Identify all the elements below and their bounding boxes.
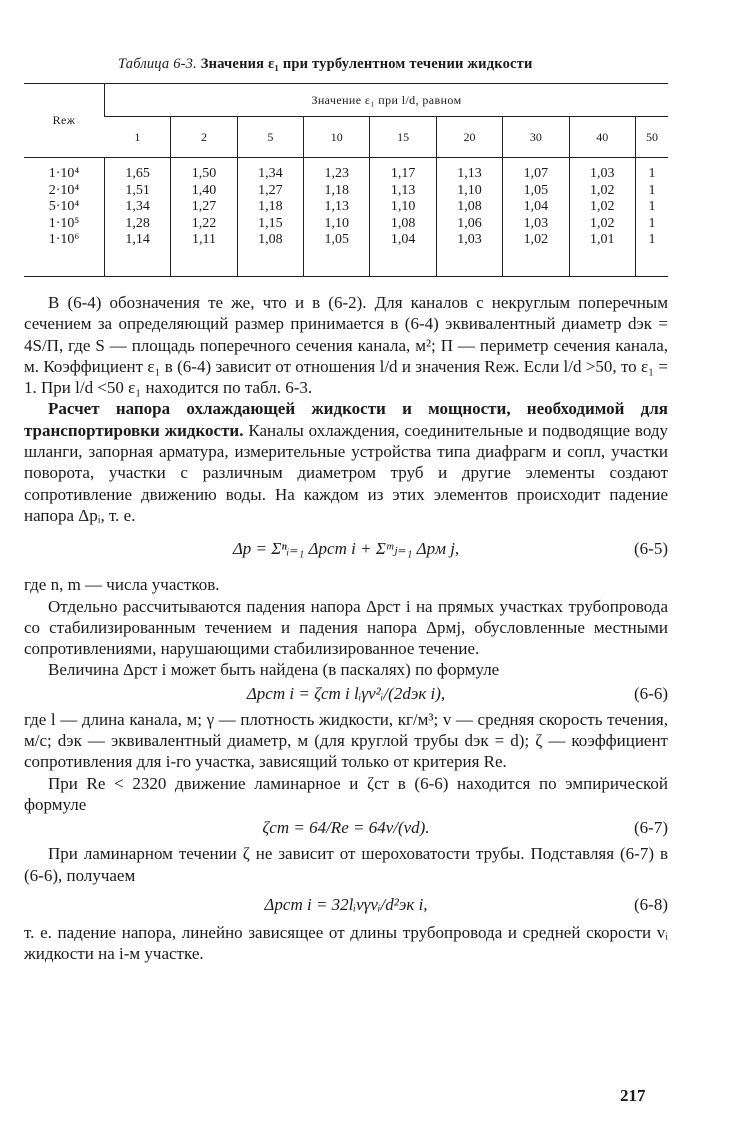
- table-row-label: 1·10⁵: [48, 215, 80, 231]
- table-cell: 1,03: [589, 166, 615, 181]
- table-caption-title: Значения ε₁ при турбулентном течении жидкости: [200, 56, 533, 72]
- formula-6-6-expr: Δpст i = ζст i lᵢγv²ᵢ/(2dэк i),: [246, 683, 446, 703]
- table-cell: 1,02: [589, 182, 615, 198]
- table-cell: 1,02: [523, 232, 549, 247]
- formula-6-5-expr: Δp = Σⁿᵢ₌₁ Δpст i + Σᵐⱼ₌₁ Δpм j,: [232, 539, 460, 559]
- formula-6-8-number: (6-8): [634, 894, 668, 914]
- table-column-header: 30: [503, 117, 569, 158]
- table-cell: 1,40: [191, 182, 217, 198]
- table-cell: 1,13: [324, 199, 349, 214]
- table-column-values: [237, 158, 303, 277]
- table-row-label: 5·10⁴: [48, 199, 80, 214]
- table-column-header: 20: [436, 117, 502, 158]
- re-values-cell: [24, 158, 105, 277]
- table-column-header: 50: [635, 117, 668, 158]
- table-row: [24, 158, 668, 277]
- table-column-headers: [24, 117, 668, 158]
- table-column-header: 5: [237, 117, 303, 158]
- paragraph-5: Величина Δpст i может быть найдена (в паскалях) по формуле: [48, 660, 500, 680]
- table-row-label: 1·10⁶: [48, 232, 80, 247]
- table-cell: 1,27: [191, 199, 217, 214]
- table-cell: 1,50: [191, 166, 217, 181]
- table-row-label: 1·10⁴: [48, 166, 80, 181]
- table-cell: 1,08: [457, 199, 482, 214]
- table-cell: 1,17: [390, 166, 416, 181]
- table-cell: 1,04: [390, 232, 416, 247]
- paragraph-3: где n, m — числа участков.: [24, 575, 220, 595]
- table-column-values: [635, 158, 668, 277]
- table-column-values: [304, 158, 370, 277]
- paragraph-1: В (6-4) обозначения те же, что и в (6-2). Для каналов с некруглым поперечным сечением за определяющий размер принимается в (6-4) эквивалентный диаметр dэк = 4S/П, где S — площадь поперечного сечения канала, м²; П — периметр сечения канала, м. Коэффициент ε₁ в (6-4) зависит от отношения l/d и значения Reж. Если l/d >50, то ε₁ = 1. При l/d <50 ε₁ находится по табл. 6-3.: [24, 293, 668, 398]
- table-cell: 1: [648, 166, 656, 181]
- table-column-values: [171, 158, 237, 277]
- paragraph-4: Отдельно рассчитываются падения напора Δpст i на прямых участках трубопровода со стабилизированным течением и падения напора Δpмj, обусловленные местными сопротивлениями, нарушающими стабилизированное течение.: [24, 596, 668, 659]
- table-column-values: [436, 158, 502, 277]
- table-column-values: [569, 158, 635, 277]
- table-column-header: 15: [370, 117, 436, 158]
- table-cell: 1,22: [191, 215, 217, 231]
- table-cell: 1,08: [258, 232, 283, 247]
- table-column-values: [105, 158, 171, 277]
- table-column-header: 2: [171, 117, 237, 158]
- table-cell: 1,27: [258, 182, 283, 198]
- table-column-header: 40: [569, 117, 635, 158]
- data-table: [24, 83, 668, 277]
- table-cell: 1,18: [324, 182, 349, 198]
- paragraph-9: т. е. падение напора, линейно зависящее от длины трубопровода и средней скорости vᵢ жидкости на i-м участке.: [24, 922, 668, 964]
- table-cell: 1: [648, 182, 656, 198]
- table-cell: 1,07: [523, 166, 549, 181]
- table-cell: 1,65: [125, 166, 150, 181]
- paragraph-6: где l — длина канала, м; γ — плотность жидкости, кг/м³; v — средняя скорость течения, м/с; dэк — эквивалентный диаметр, м (для круглой трубы dэк = d); ζ — коэффициент сопротивления для i-го участка, зависящий только от критерия Re.: [24, 709, 668, 772]
- formula-6-8-expr: Δpст i = 32lᵢνγvᵢ/d²эк i,: [264, 894, 428, 914]
- paragraph-7: При Re < 2320 движение ламинарное и ζст в (6-6) находится по эмпирической формуле: [24, 773, 668, 814]
- formula-6-5-number: (6-5): [634, 539, 668, 559]
- paragraph-8: При ламинарном течении ζ не зависит от шероховатости трубы. Подставляя (6-7) в (6-6), получаем: [24, 844, 668, 885]
- formula-6-7-expr: ζст = 64/Re = 64ν/(vd).: [262, 818, 430, 838]
- formula-6-5: [24, 526, 668, 574]
- table-cell: 1,10: [324, 215, 349, 231]
- paragraph-2: [24, 398, 668, 526]
- formula-6-6: [24, 681, 668, 709]
- table-cell: 1: [648, 215, 656, 231]
- table-cell: 1,34: [125, 199, 150, 214]
- table-cell: 1,23: [324, 166, 349, 181]
- table-row-label: 2·10⁴: [48, 182, 80, 198]
- table-cell: 1,34: [258, 166, 283, 181]
- page-number: 217: [620, 1086, 646, 1105]
- table-cell: 1,02: [589, 215, 615, 231]
- table-column-header: 1: [105, 117, 171, 158]
- table-cell: 1,06: [457, 215, 482, 231]
- formula-6-6-number: (6-6): [634, 683, 668, 703]
- table-cell: 1,01: [589, 232, 615, 247]
- table-cell: 1,10: [457, 182, 482, 198]
- table-cell: 1,13: [457, 166, 482, 181]
- table-cell: 1,13: [390, 182, 416, 198]
- table-cell: 1,18: [258, 199, 283, 214]
- table-column-header: 10: [304, 117, 370, 158]
- table-column-values: [370, 158, 436, 277]
- table-cell: 1,02: [589, 199, 615, 214]
- table-column-values: [503, 158, 569, 277]
- table-cell: 1: [648, 232, 656, 247]
- table-row-header: Reж: [24, 84, 105, 158]
- table-cell: 1,04: [523, 199, 549, 214]
- formula-6-7-number: (6-7): [634, 818, 668, 838]
- body-text: [24, 292, 668, 964]
- table-cell: 1,10: [390, 199, 416, 214]
- table-cell: 1,15: [258, 215, 283, 231]
- table-cell: 1: [648, 199, 656, 214]
- formula-6-8: [24, 886, 668, 922]
- table-cell: 1,28: [125, 215, 150, 231]
- table-caption-label: Таблица 6-3.: [118, 56, 197, 72]
- table-cell: 1,51: [125, 182, 150, 198]
- paragraph-2-heading: Расчет напора охлаждающей жидкости и мощности, необходимой для транспортировки жидкости.: [24, 399, 668, 440]
- table-cell: 1,05: [324, 232, 349, 247]
- paragraph-2-text: Каналы охлаждения, соединительные и подводящие воду шланги, запорная арматура, измерительные устройства типа диафрагм и сопл, участки поворота, участки с различным диаметром труб и другие элементы создают сопротивление движению воды. На каждом из этих элементов происходит падение напора Δpᵢ, т. е.: [24, 420, 668, 525]
- table-caption: [118, 56, 533, 73]
- table-cell: 1,08: [390, 215, 416, 231]
- table-group-header: Значение ε₁ при l/d, равном: [105, 84, 669, 117]
- table-cell: 1,05: [523, 182, 549, 198]
- table-cell: 1,03: [523, 215, 549, 231]
- table-cell: 1,03: [457, 232, 482, 247]
- formula-6-7: [24, 815, 668, 843]
- table-cell: 1,11: [192, 232, 217, 247]
- table-cell: 1,14: [125, 232, 150, 247]
